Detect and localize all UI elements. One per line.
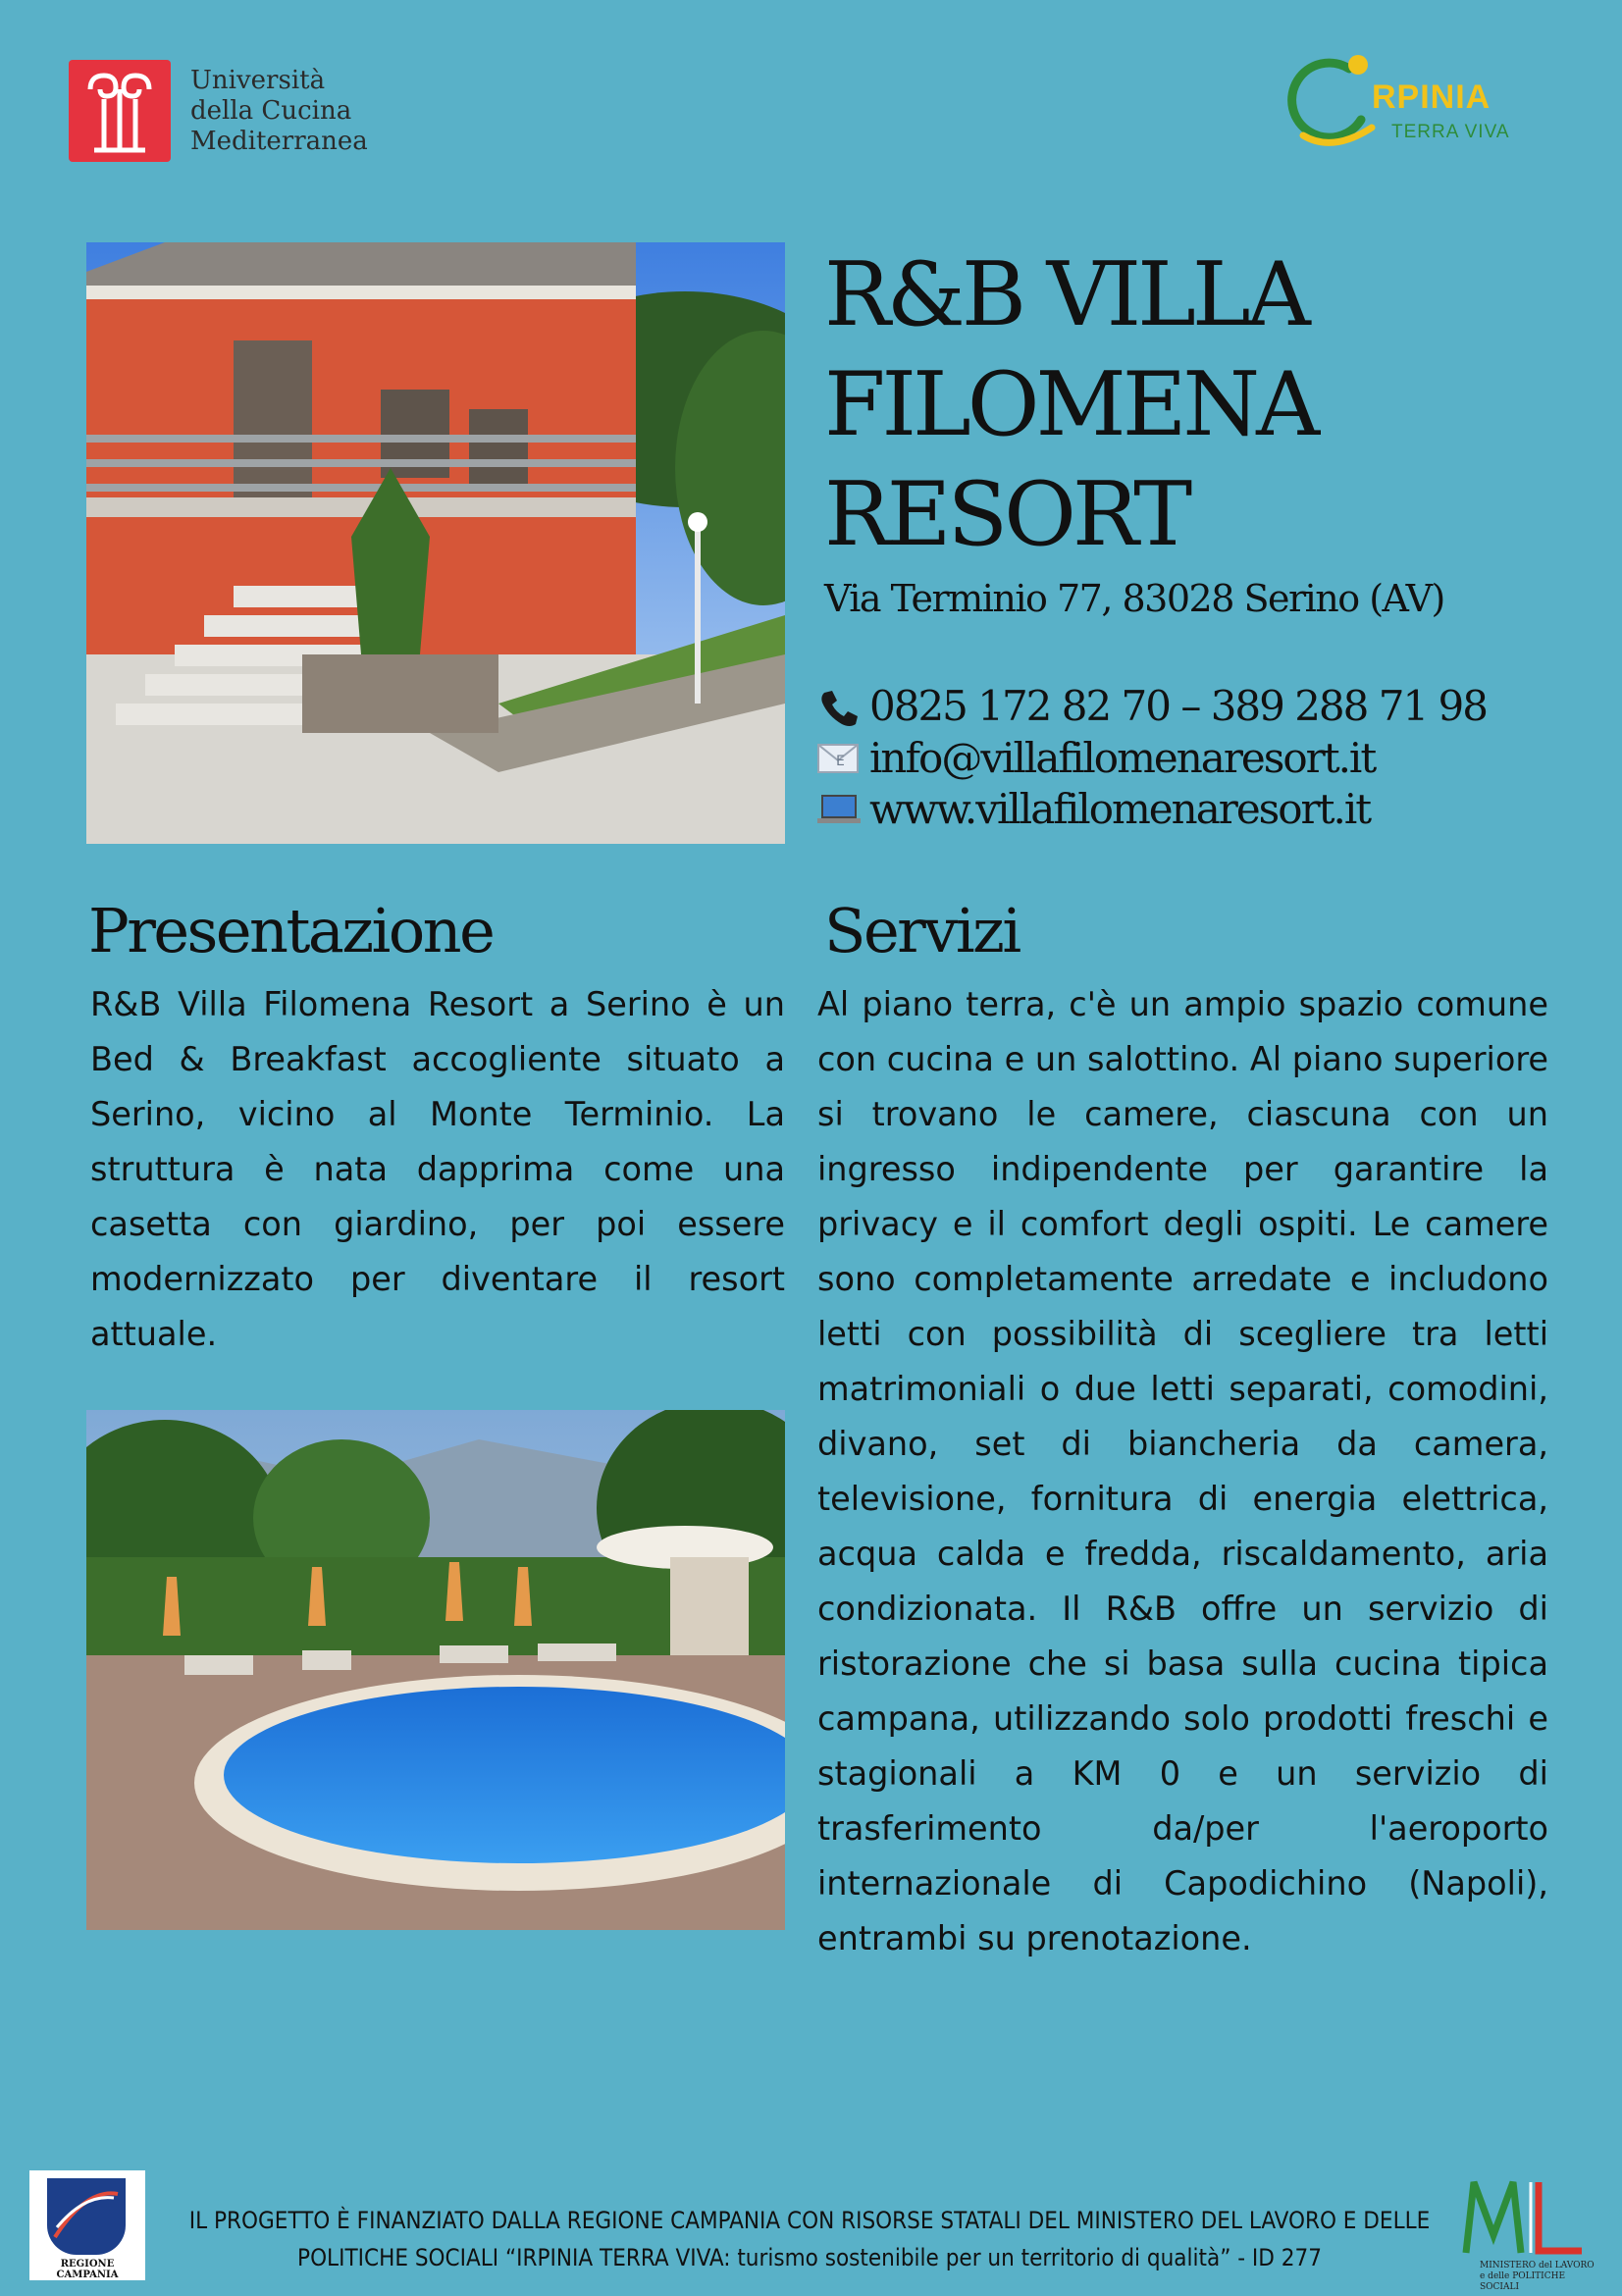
campania-shield-icon [47,2178,126,2255]
campania-label: REGIONE CAMPANIA [56,2259,119,2280]
title-line: R&B VILLA [824,243,1307,346]
title-line: RESORT [824,463,1189,566]
irpinia-swirl-icon [1276,49,1384,157]
laptop-icon [814,790,863,829]
contact-web[interactable] [814,785,1370,833]
ministero-lavoro-logo [1450,2176,1597,2292]
pool-photo [86,1410,785,1930]
unimed-line: Mediterranea [190,126,368,156]
ministero-line: MINISTERO del LAVORO [1480,2261,1595,2270]
presentazione-text: R&B Villa Filomena Resort a Serino è un Bed & Breakfast accogliente situato a Serino, vicino al Monte Terminio. La struttura è nata dapprima come una casetta con giardino, per poi essere modernizzato per diventare il resort attuale. [90,985,785,1353]
servizi-heading: Servizi [824,895,1020,966]
unimed-line: Università [190,65,326,95]
envelope-icon [814,739,863,778]
irpinia-logo [1276,49,1531,157]
unimed-logo [69,57,402,165]
email-text: info@villafilomenaresort.it [869,734,1376,782]
ministero-label [1480,2261,1597,2293]
svg-text:E: E [836,753,843,769]
servizi-text: Al piano terra, c'è un ampio spazio comune con cucina e un salottino. Al piano superiore si trovano le camere, ciascuna con un ingresso indipendente per garantire la privacy e il comfort degli ospiti. Le camere sono completamente arredate e includono letti con possibilità di scegliere tra letti matrimoniali o due letti separati, comodini, divano, set di biancheria da camera, televisione, fornitura di energia elettrica, acqua calda e fredda, riscaldamento, aria condizionata. Il R&B offre un servizio di ristorazione che si basa sulla cucina tipica campana, utilizzando solo prodotti freschi e stagionali a KM 0 e un servizio di trasferimento da/per l'aeroporto internazionale di Capodichino (Napoli), entrambi su prenotazione. [817,985,1548,1957]
unimed-wordmark [190,66,368,157]
funding-line: POLITICHE SOCIALI “IRPINIA TERRA VIVA: turismo sostenibile per un territorio di qualità” - ID 277 [297,2244,1322,2271]
phone-text: 0825 172 82 70 – 389 288 71 98 [869,682,1487,730]
irpinia-tagline: TERRA VIVA [1391,122,1510,142]
irpinia-name: RPINIA [1372,78,1491,116]
website-text: www.villafilomenaresort.it [869,785,1371,833]
unimed-line: della Cucina [190,95,352,126]
address: Via Terminio 77, 83028 Serino (AV) [824,577,1444,620]
presentazione-heading: Presentazione [88,895,494,966]
ml-monogram-icon [1460,2176,1588,2257]
funding-notice [186,2202,1433,2276]
funding-line: IL PROGETTO È FINANZIATO DALLA REGIONE CAMPANIA CON RISORSE STATALI DEL MINISTERO DEL LAVORO E DELLE [188,2207,1431,2234]
title-line: FILOMENA [824,353,1317,456]
regione-campania-logo [29,2170,145,2280]
page-title [824,240,1550,570]
phone-icon [814,687,863,726]
ministero-line: e delle POLITICHE SOCIALI [1480,2271,1566,2292]
contact-phone[interactable] [814,682,1487,730]
villa-photo [86,242,785,844]
unimed-column-icon [69,60,171,162]
contact-email[interactable] [814,734,1375,782]
